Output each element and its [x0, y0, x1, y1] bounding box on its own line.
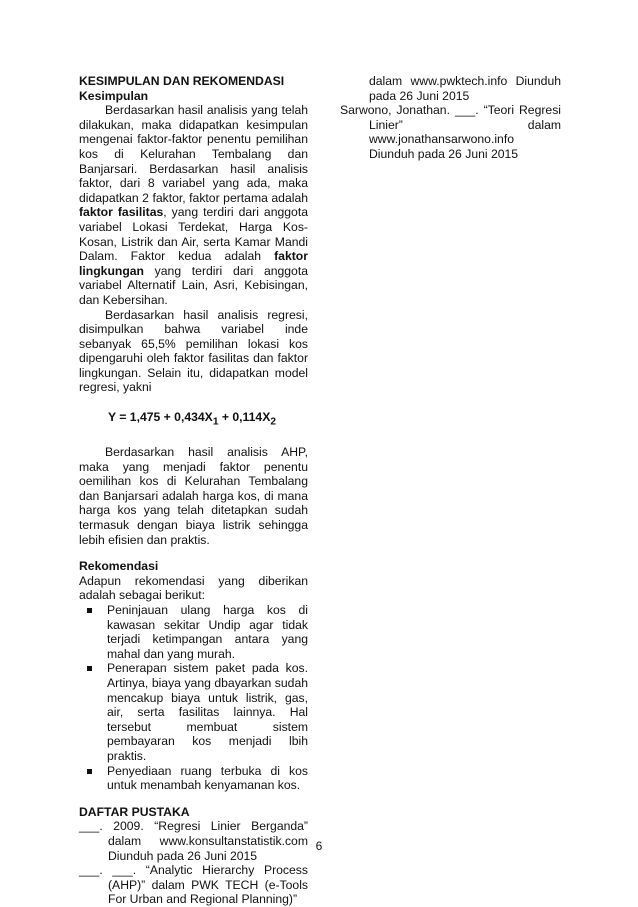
rekomendasi-list — [79, 603, 308, 793]
list-item-text: Penyediaan ruang terbuka di kos untuk menambah kenyamanan kos. — [107, 763, 308, 793]
para1-text-d: yang terdiri dari anggota variabel Alternatif Lain, Asri, Kebisingan, dan Kebersihan. — [79, 263, 308, 307]
bullet-square-icon — [87, 608, 92, 613]
subsection-rekomendasi: Rekomendasi — [79, 559, 159, 574]
reference-item-2-continuation: dalam www.pwktech.info Diunduh pada 26 Juni 2015 — [369, 74, 561, 103]
right-column — [340, 74, 561, 162]
para1-text-c: , yang terdiri dari anggota variabel Lokasi Terdekat, Harga Kos-Kosan, Listrik dan Air, serta Kamar Mandi Dalam. Faktor kedua adalah — [79, 205, 308, 264]
paragraph-kesimpulan-3: Berdasarkan hasil analisis AHP, maka yang menjadi faktor penentu oemilihan kos di Kelurahan Tembalang dan Banjarsari adalah harga kos, di mana harga kos yang telah ditetapkan sudah termasuk dengan biaya listrik sehingga lebih efisien dan praktis. — [79, 445, 308, 547]
reference-item-1: ___. 2009. “Regresi Linier Berganda” dalam www.konsultanstatistik.com Diunduh pada 26 Juni 2015 — [79, 819, 308, 863]
para1-bold-faktor-lingkungan: faktor lingkungan — [79, 249, 308, 278]
para1-text-a: Berdasarkan hasil analisis yang telah dilakukan, maka didapatkan kesimpulan mengenai faktor-faktor penentu pemilihan kos di Kelurahan Tembalang dan Banjarsari. Berdasarkan hasil analisis faktor, dari 8 variabel yang ada, maka didapatkan 2 faktor, faktor pertama adalah — [79, 103, 308, 205]
paragraph-kesimpulan-1 — [79, 103, 308, 307]
paragraph-kesimpulan-2: Berdasarkan hasil analisis regresi, disimpulkan bahwa variabel inde sebanyak 65,5% pemilihan lokasi kos dipengaruhi oleh faktor fasilitas dan faktor lingkungan. Selain itu, didapatkan model regresi, yakni — [79, 307, 308, 395]
page-number: 6 — [315, 839, 323, 853]
reference-item-2: ___. ___. “Analytic Hierarchy Process (AHP)” dalam PWK TECH (e-Tools For Urban and Regional Planning)” — [79, 863, 308, 907]
list-item — [79, 764, 308, 793]
list-item-text: Penerapan sistem paket pada kos. Artinya, biaya yang dbayarkan sudah mencakup biaya untuk listrik, gas, air, serta fasilitas lainnya. Hal tersebut membuat sistem pembayaran kos menjadi lbih praktis. — [107, 661, 308, 763]
bullet-square-icon — [87, 666, 92, 671]
rekomendasi-intro: Adapun rekomendasi yang diberikan adalah sebagai berikut: — [79, 573, 308, 603]
section-title: KESIMPULAN DAN REKOMENDASI — [79, 74, 285, 88]
subsection-kesimpulan: Kesimpulan — [79, 88, 149, 103]
regression-formula — [108, 410, 308, 430]
para1-bold-faktor-fasilitas: faktor fasilitas — [79, 205, 164, 220]
left-column — [79, 74, 308, 907]
reference-item-3: Sarwono, Jonathan. ___. “Teori Regresi Linier” dalam www.jonathansarwono.info Diunduh pada 26 Juni 2015 — [340, 103, 561, 161]
list-item — [79, 661, 308, 763]
bullet-square-icon — [87, 769, 92, 774]
formula-sub-2: 2 — [270, 416, 276, 428]
formula-part-2: + 0,114X — [218, 410, 271, 425]
daftar-pustaka-title: DAFTAR PUSTAKA — [79, 804, 190, 819]
list-item — [79, 603, 308, 661]
formula-part-1: Y = 1,475 + 0,434X — [108, 410, 213, 425]
formula-sub-1: 1 — [212, 416, 219, 428]
list-item-text: Peninjauan ulang harga kos di kawasan sekitar Undip agar tidak terjadi ketimpangan antara yang mahal dan yang murah. — [107, 603, 308, 661]
